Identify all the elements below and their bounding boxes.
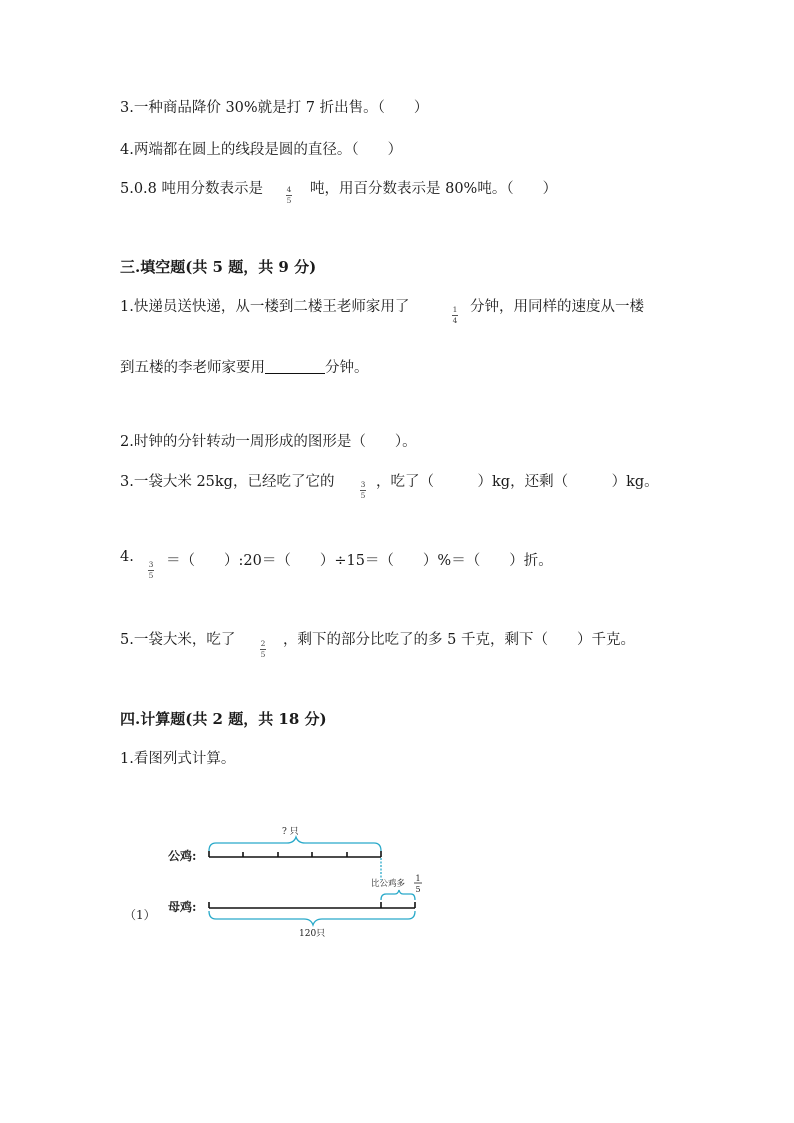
hen-label: 母鸡: (168, 900, 197, 914)
judgement-q5-text-b: 吨，用百分数表示是 80%吨。（ ） (310, 181, 558, 197)
fraction-2-5 (260, 640, 266, 659)
top-brace (209, 837, 381, 851)
fraction-numerator: 1 (452, 305, 458, 314)
fraction-denominator: 4 (452, 316, 458, 325)
fill-q4-text-a: 4. (120, 549, 134, 565)
fill-q2: 2.时钟的分针转动一周形成的图形是（ ）。 (120, 434, 417, 450)
extra-brace (381, 890, 415, 900)
fraction-numerator: 3 (360, 480, 366, 489)
item-label: （1） (124, 908, 156, 922)
fraction-1-4 (452, 306, 458, 325)
fill-q3-text-b: ，吃了（ ）kg，还剩（ ）kg。 (376, 474, 659, 490)
fill-q5-text-b: ，剩下的部分比吃了的多 5 千克，剩下（ ）千克。 (283, 632, 635, 648)
calc-q1: 1.看图列式计算。 (120, 751, 236, 767)
judgement-q4: 4.两端都在圆上的线段是圆的直径。（ ） (120, 142, 403, 158)
section-heading-calc: 四.计算题(共 2 题，共 18 分) (120, 710, 327, 728)
fill-q1-text-c: 到五楼的李老师家要用 (120, 360, 265, 376)
fraction-denominator: 5 (148, 571, 154, 580)
fraction-denominator: 5 (286, 196, 292, 205)
extra-frac-num: 1 (415, 874, 421, 883)
fill-q1-text-a: 1.快递员送快递，从一楼到二楼王老师家用了 (120, 299, 410, 315)
judgement-q5 (120, 177, 263, 198)
fill-q1-text-d: 分钟。 (325, 360, 369, 376)
extra-label: 比公鸡多 (371, 879, 406, 889)
fill-q5-text-a: 5.一袋大米，吃了 (120, 632, 236, 648)
fraction-3-5 (360, 481, 366, 500)
fraction-numerator: 4 (286, 185, 292, 194)
hen-bar (209, 902, 415, 908)
fraction-3-5-q4 (148, 561, 154, 580)
fill-q4-text-b: ＝（ ）:20＝（ ）÷15＝（ ）%＝（ ）折。 (166, 553, 553, 569)
fill-q1-line2 (120, 356, 369, 377)
rooster-bar (209, 851, 381, 857)
extra-frac-den: 5 (415, 885, 421, 894)
fill-q1-text-b: 分钟，用同样的速度从一楼 (470, 299, 644, 315)
diagram-accent-lines (209, 837, 415, 925)
bottom-brace (209, 911, 415, 925)
fraction-numerator: 2 (260, 639, 266, 648)
fraction-denominator: 5 (260, 650, 266, 659)
fraction-4-5 (286, 186, 292, 205)
answer-blank[interactable] (265, 359, 325, 374)
fraction-numerator: 3 (148, 560, 154, 569)
bottom-brace-label: 120只 (299, 929, 326, 939)
judgement-q3: 3.一种商品降价 30%就是打 7 折出售。（ ） (120, 100, 429, 116)
judgement-q5-text-a: 5.0.8 吨用分数表示是 (120, 181, 264, 197)
fraction-denominator: 5 (360, 491, 366, 500)
section-heading-fill: 三.填空题(共 5 题，共 9 分) (120, 258, 317, 276)
fill-q3-text-a: 3.一袋大米 25kg，已经吃了它的 (120, 474, 335, 490)
top-brace-label: ? 只 (282, 827, 299, 837)
rooster-label: 公鸡: (168, 849, 197, 863)
